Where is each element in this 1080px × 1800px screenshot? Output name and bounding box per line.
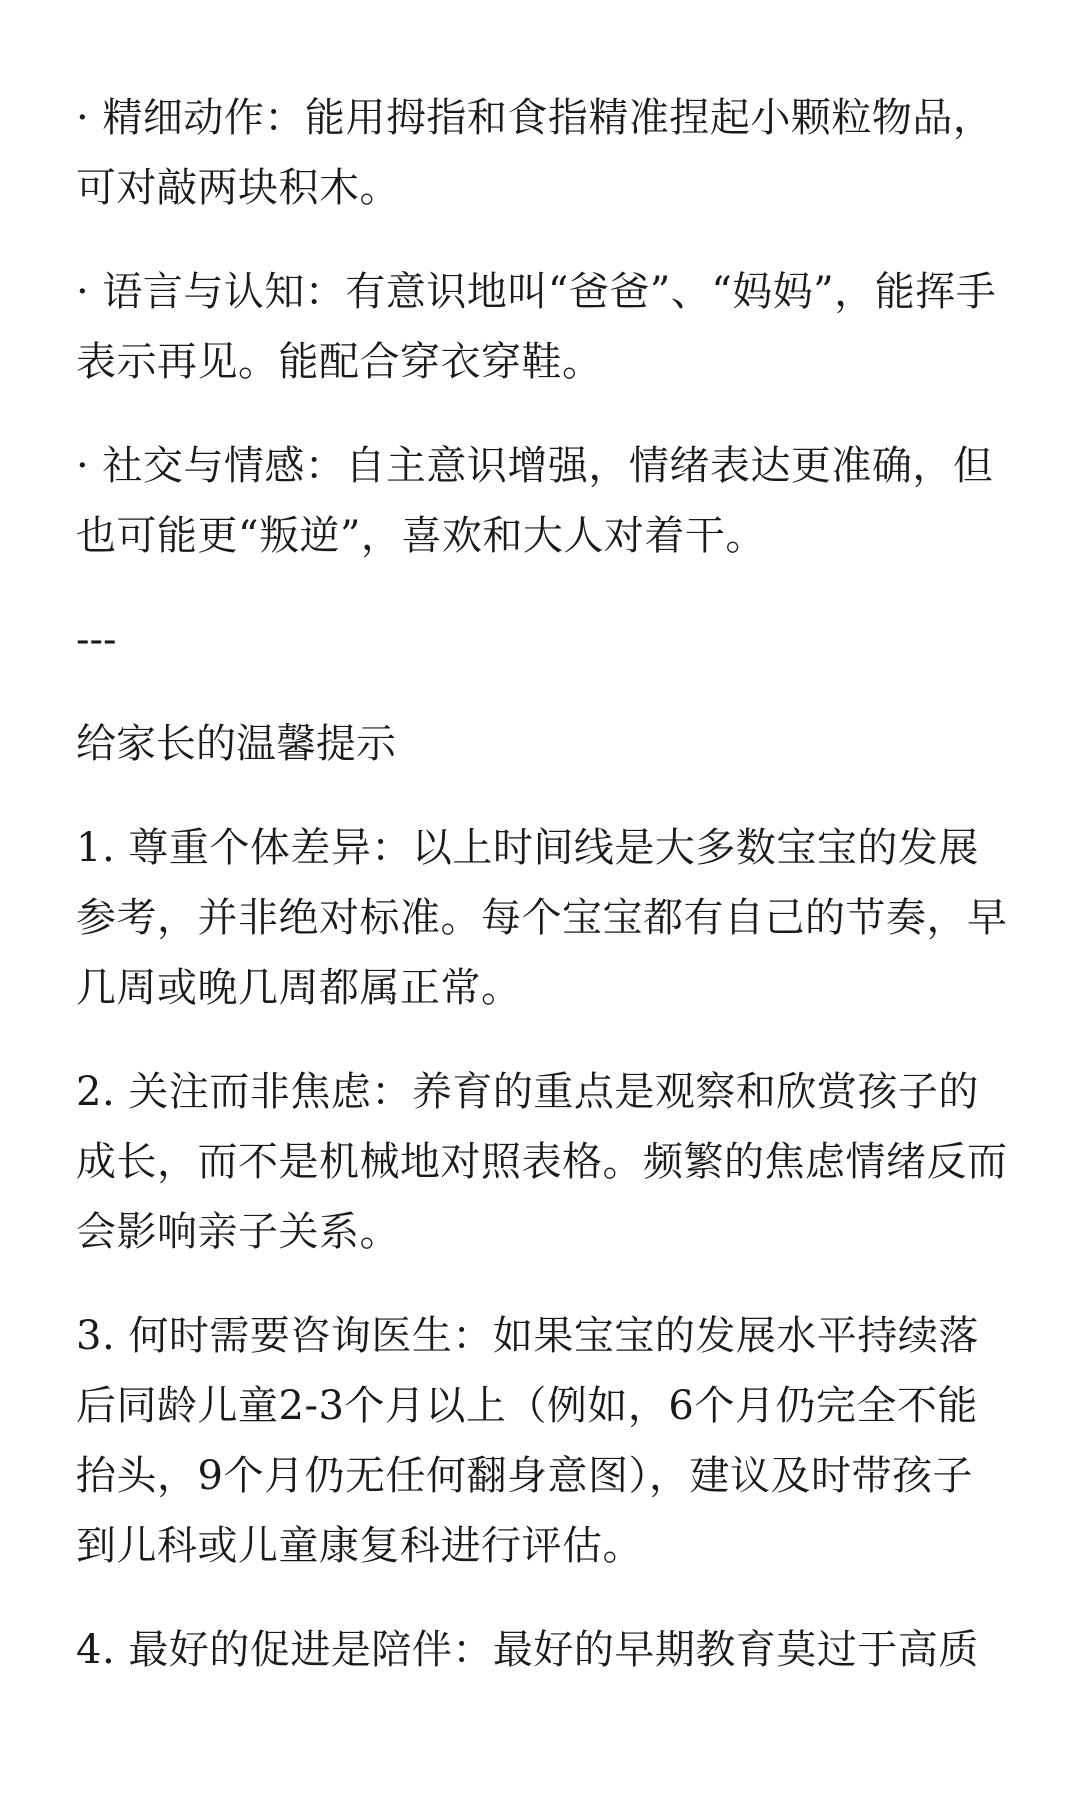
- section-divider: ---: [76, 617, 117, 663]
- tip-item-individual-differences: 1. 尊重个体差异：以上时间线是大多数宝宝的发展参考，并非绝对标准。每个宝宝都有自己的节奏，早几周或晚几周都属正常。: [76, 825, 1008, 1011]
- tip-item-attention-not-anxiety: 2. 关注而非焦虑：养育的重点是观察和欣赏孩子的成长，而不是机械地对照表格。频繁的焦虑情绪反而会影响亲子关系。: [76, 1069, 1008, 1255]
- milestone-fine-motor: · 精细动作：能用拇指和食指精准捏起小颗粒物品，可对敲两块积木。: [76, 95, 994, 211]
- tip-item-consult-doctor: 3. 何时需要咨询医生：如果宝宝的发展水平持续落后同龄儿童2-3个月以上（例如，6个月仍完全不能抬头，9个月仍无任何翻身意图），建议及时带孩子到儿科或儿童康复科进行评估。: [76, 1313, 979, 1569]
- tip-item-companionship: 4. 最好的促进是陪伴：最好的早期教育莫过于高质: [76, 1627, 979, 1673]
- tips-heading: 给家长的温馨提示: [76, 721, 396, 767]
- milestone-language-cognition: · 语言与认知：有意识地叫“爸爸”、“妈妈”，能挥手表示再见。能配合穿衣穿鞋。: [76, 269, 997, 385]
- milestone-social-emotional: · 社交与情感：自主意识增强，情绪表达更准确，但也可能更“叛逆”，喜欢和大人对着干。: [76, 443, 994, 559]
